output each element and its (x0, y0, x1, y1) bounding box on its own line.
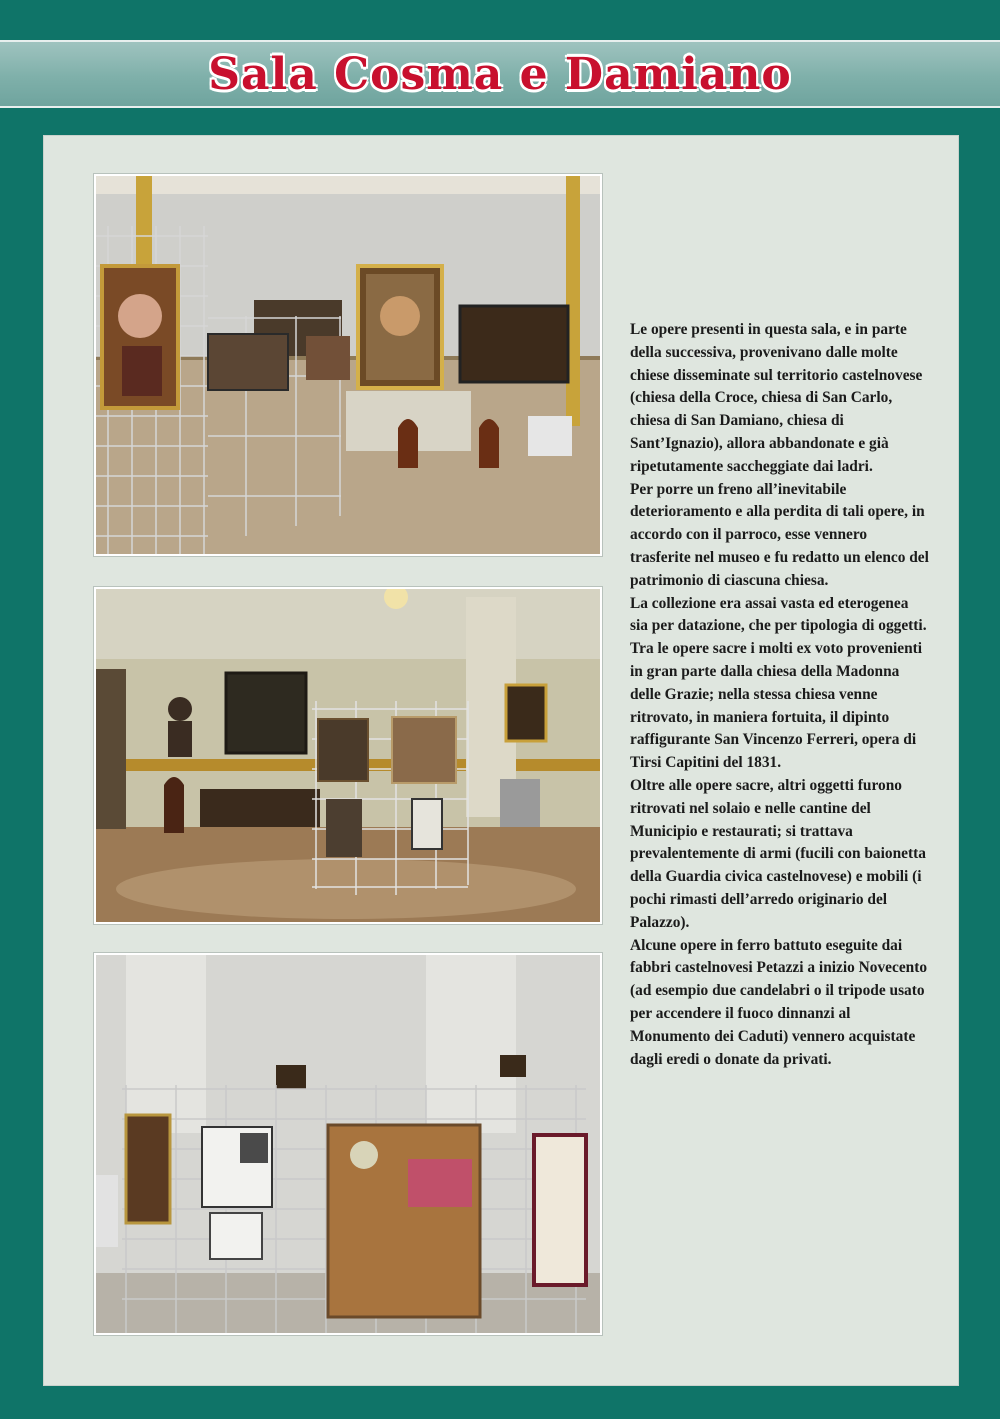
text-paragraph: Le opere presenti in questa sala, e in parte della successiva, provenivano dalle molte chiese disseminate sul territorio castelnovese (chiesa della Croce, chiesa di San Carlo, chiesa di San Damiano, chiesa di Sant’Ignazio), allora abbandonate e già ripetutamente saccheggiate dai ladri. (630, 321, 923, 475)
room-photo-2 (94, 587, 602, 924)
text-paragraph: Oltre alle opere sacre, altri oggetti furono ritrovati nel solaio e nelle cantine del Municipio e restaurati; si trattava prevalentemente di armi (fucili con baionetta della Guardia civica castelnovese) e mobili (i pochi rimasti dell’arredo originario del Palazzo). (630, 776, 926, 931)
room-photo-1 (94, 174, 602, 556)
text-paragraph: Per porre un freno all’inevitabile deterioramento e alla perdita di tali opere, in accordo con il parroco, esse vennero trasferite nel museo e fu redatto un elenco del patrimonio di ciascuna chiesa. (630, 480, 929, 589)
room-photo-3 (94, 953, 602, 1335)
text-paragraph: La collezione era assai vasta ed eterogenea sia per datazione, che per tipologia di oggetti. (630, 594, 927, 635)
text-paragraph: Alcune opere in ferro battuto eseguite dai fabbri castelnovesi Petazzi a inizio Novecento (ad esempio due candelabri o il tripode usato per accendere il fuoco dinnanzi al Monumento dei Caduti) vennero acquistate dagli eredi o donate da privati. (630, 936, 928, 1068)
room-photo-2-image (96, 589, 600, 922)
top-band (0, 0, 1000, 40)
room-photo-1-image (96, 176, 600, 554)
text-paragraph: Tra le opere sacre i molti ex voto provenienti in gran parte dalla chiesa della Madonna delle Grazie; nella stessa chiesa venne ritrovato, in maniera fortuita, il dipinto raffigurante San Vincenzo Ferreri, opera di Tirsi Capitini del 1831. (630, 640, 923, 772)
content-panel (43, 135, 959, 1386)
room-photo-3-image (96, 955, 600, 1333)
title-bar (0, 40, 1000, 108)
body-text (630, 319, 930, 1071)
page-title: Sala Cosma e Damiano (208, 48, 792, 100)
